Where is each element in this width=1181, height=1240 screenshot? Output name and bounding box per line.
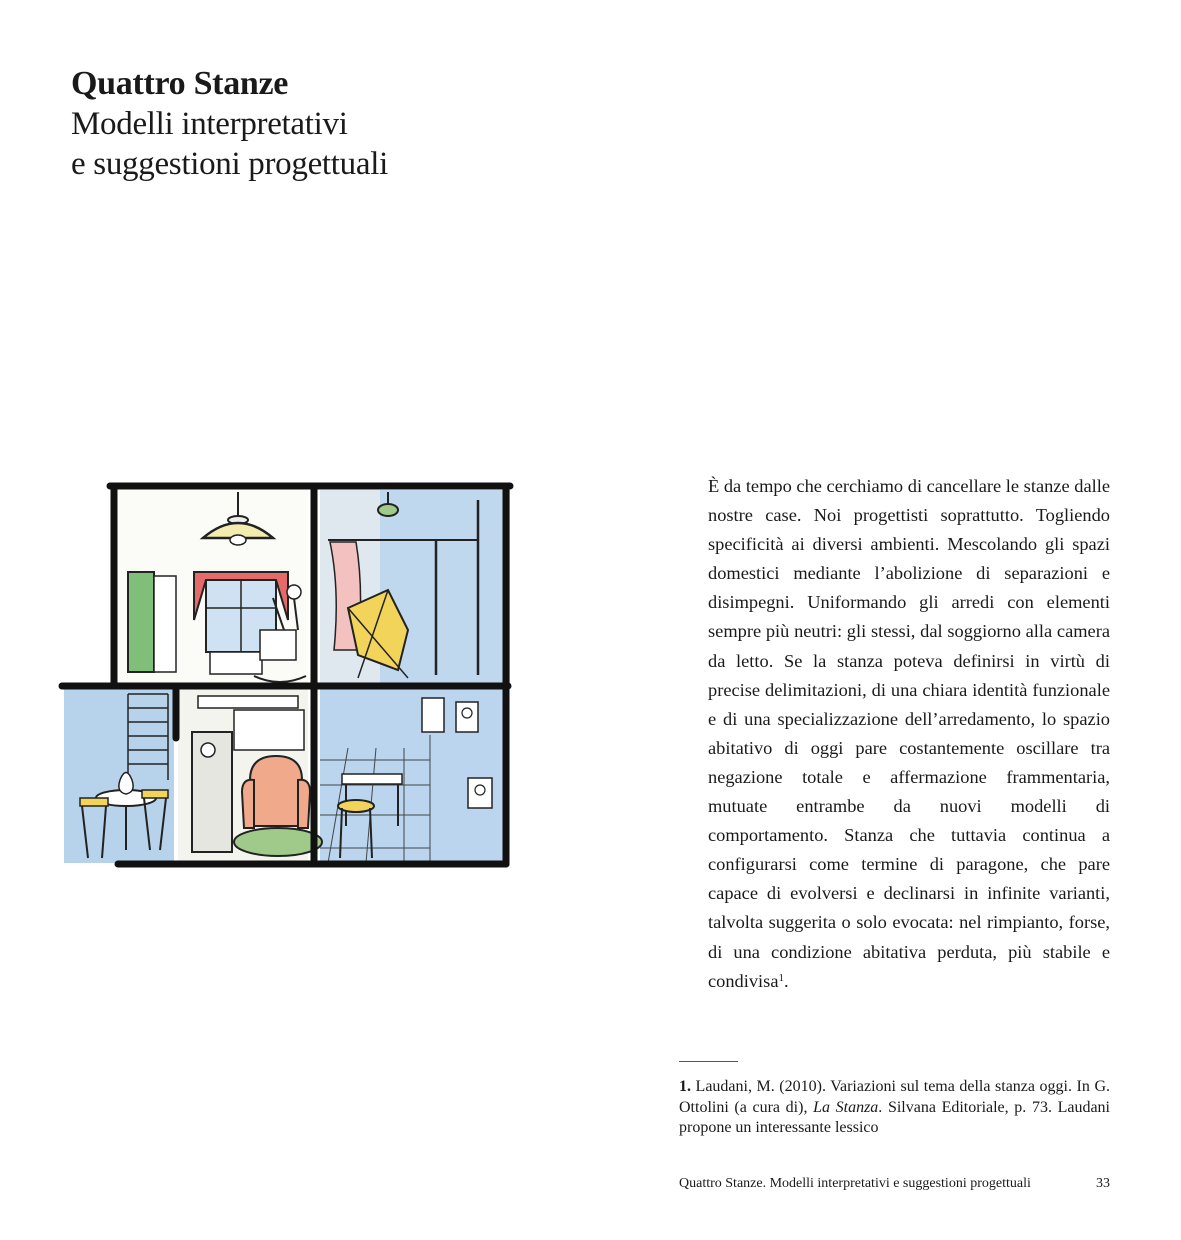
house-cross-section-illustration <box>58 480 514 868</box>
chapter-title-block <box>71 64 631 184</box>
chapter-subtitle-line-1: Modelli interpretativi <box>71 106 348 142</box>
body-paragraph-text: È da tempo che cerchiamo di cancellare le stanze dalle nostre case. Noi progettisti soprattutto. Togliendo specificità ai diversi ambienti. Mescolando gli spazi domestici mediante l’abolizione di separazioni e disimpegni. Uniformando gli arredi con elementi sempre più neutri: gli stessi, dal soggiorno alla camera da letto. Se la stanza poteva definirsi in virtù di precise delimitazioni, di una chiara identità funzionale e di una specializzazione dell’arredamento, lo spazio abitativo di oggi pare costantemente oscillare tra negazione totale e affermazione frammentaria, mutuate entrambe da nuovi modelli di comportamento. Stanza che tuttavia continua a configurarsi come termine di paragone, che pare capace di evolversi e declinarsi in infinite varianti, talvolta suggerita o solo evocata: nel rimpianto, forse, di una condizione abitativa perduta, più stabile e condivisa <box>708 476 1110 991</box>
chapter-title: Quattro Stanze <box>71 65 289 102</box>
page-number: 33 <box>1096 1176 1110 1191</box>
chapter-subtitle-line-2: e suggestioni progettuali <box>71 146 388 182</box>
footnote-text-end: . Silvana Editoriale, p. 73. Laudani propone un interessante lessico <box>679 1098 1110 1136</box>
footnote-number: 1. <box>679 1078 691 1095</box>
footnote-text-start: Laudani, M. (2010). Variazioni sul tema della stanza oggi. In G. Ottolini (a cura di), <box>679 1078 1110 1116</box>
footnote-reference[interactable]: 1 <box>778 971 784 984</box>
footnote-separator <box>679 1061 738 1062</box>
footnote <box>679 1077 1110 1139</box>
body-paragraph <box>708 472 1110 996</box>
body-paragraph-end: . <box>783 970 789 991</box>
running-footer-title: Quattro Stanze. Modelli interpretativi e suggestioni progettuali <box>679 1176 1031 1191</box>
footnote-book-title: La Stanza <box>813 1098 879 1116</box>
